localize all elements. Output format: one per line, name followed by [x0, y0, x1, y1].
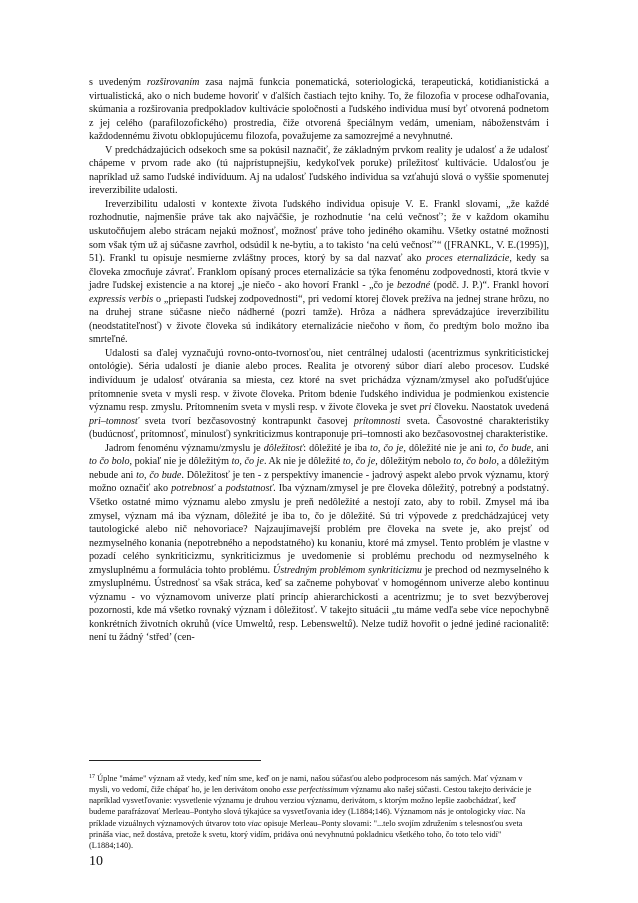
footnote-17 — [89, 772, 541, 851]
text-run: , resp. Lebenswelt — [273, 618, 348, 630]
italic-text: to, čo bolo — [453, 456, 497, 468]
italic-text: rozširovaním — [146, 77, 200, 88]
text-run: opisuje Merleau–Ponty slovami: "...telo svojím združením s telesnosťou sveta prináša viac, než dostáva, pretože k svetu, ktorý vidím, pridáva onú nevyhnutnú pokladnicu všetkého toho, čo toto telo vidí" (L1884;140). — [89, 818, 523, 850]
footnote-number: 17 — [89, 774, 95, 780]
text-run: : dôležité je iba — [303, 442, 371, 454]
text-run: V predchádzajúcich odsekoch sme sa pokúsil naznačiť, že základným prvkom reality je udalosť a že udalosť chápeme v prvom rade ako (tú najprístupnejšiu, kedykoľvek poruke) príležitosť kultivácie. Udalosťou je napríklad už samo ľudské indivíduum. Aj na udalosť ľudského individua sa vzťahujú slová o vyššie spomenutej ireverzibilite udalosti. — [89, 144, 549, 197]
italic-text: to, čo je — [231, 456, 264, 468]
text-run: sveta. Časovostné charakteristiky (budúcnosť, prítomnosť, minulosť) synkriticizmus kontraponuje pri–tomnosti ako bezčasovostnej charakteristike. — [89, 415, 549, 441]
italic-text: to, čo je — [370, 442, 404, 454]
italic-text: pri–tomnosť — [89, 415, 139, 427]
italic-text: bezodné — [397, 280, 431, 292]
paragraph-2 — [89, 198, 549, 347]
text-run: je prechod od nezmyselného k zmysluplnému. Ústrednosť sa však stráca, keď sa začneme pohybovať v homogénnom univerze alebo kontinuu významu - vo významovom univerze platí princíp ahierarchickosti a acentrizmu; je to svet bezvýberovej pozornosti, kde má všetko rovnaký význam i dôležitosť. V takejto situácii „tu máme vedľa sebe více nepochybně konkrétních životních okruhů (více Umwelt — [89, 564, 549, 630]
italic-text: ů — [267, 618, 274, 630]
italic-text: expressis verbis — [89, 293, 154, 305]
italic-text: to čo bolo — [89, 456, 130, 468]
footnote-text — [89, 774, 531, 850]
text-run: . Na príklade vizuálnych významových útvarov toto — [89, 807, 526, 828]
text-run: . Dôležitosť je ten - z perspektívy imanencie - jadrový aspekt alebo prvok významu, ktorý možno označiť ako — [89, 469, 549, 495]
text-run: s uvedeným — [89, 77, 147, 88]
italic-text: to, čo bude — [136, 469, 182, 481]
text-run: človeku. Naostatok uvedená — [431, 402, 549, 414]
italic-text: dôležitosť — [263, 442, 304, 454]
text-run: , dôležitým nebolo — [375, 456, 454, 468]
text-run: (podč. J. P.)“. Frankl hovorí — [430, 280, 549, 292]
text-run: sveta tvorí bezčasovostný kontrapunkt časovej — [138, 415, 354, 427]
text-run: zasa najmä funkcia ponematická, soteriologická, terapeutická, kotidianistická a virtualistická, ako o nich budeme hovoriť v ďalších častiach tejto knihy. To, že filozofia v procese odhaľovania, skúmania a rozširovania predpokladov kultivácie spoločnosti a ľudského individua musí byť otvorená podnetom z jej celého (parafilozofického) prostredia, čiže otvorená špeciálnym vedám, umeniam, náboženstvám i každodennému životu obklopujúcemu filozofa, považujeme za samozrejmé a nevyhnutné. — [89, 77, 549, 143]
paragraph-4 — [89, 442, 549, 645]
italic-text: to, čo bude — [485, 442, 532, 454]
text-run: Ireverzibilitu udalosti v kontexte života ľudského individua opisuje V. E. Frankl slovami, „že každé rozhodnutie, najmenšie práve tak ako najväčšie, je rozhodnutie ‘na celú večnosť’; že v každom okamihu uskutočňujem alebo strácam nejakú možnosť, možnosť práve toho jediného okamihu. Všetky ostatné možnosti som však tým už aj súčasne zavrhol, odsúdil k ne-bytiu, a to takisto ‘na celú večnosť’“ ([FRANKL, V. E.(1995)], 51). Frankl tu opisuje nesmierne zvláštny proces, ktorý by sa dal nazvať ako — [89, 198, 549, 265]
text-run: Udalosti sa ďalej vyznačujú rovno-onto-tvornosťou, niet centrálnej udalosti (acentrizmus synkriticistickej ontológie). Séria udalostí je dianie alebo proces. Realita je otvorený súbor diarí alebo procesov. Ľudské indivíduum je udalosť otvárania sa miesta, cez ktoré na svet prichádza význam/zmysel ako poľudšťujúce prítomnenie sveta v mysli resp. v živote človeka. Pritom bdenie ľudského individua je podmienkou existencie významu resp. zmyslu. Prítomnením sveta v mysli resp. v živote človeka je svet — [89, 347, 549, 414]
text-run: Úplne "máme" význam až vtedy, keď ním sme, keď on je nami, našou súčasťou alebo podprocesom nás samých. Mať význam v mysli, vo vedomí, čiže chápať ho, je len derivátom onoho — [89, 774, 523, 795]
text-run: . Ak nie je dôležité — [263, 456, 343, 468]
italic-text: potrebnosť — [171, 483, 215, 495]
italic-text: esse perfectissimum — [282, 785, 349, 795]
text-run: . Iba význam/zmysel je pre človeka dôležitý, potrebný a podstatný. Všetko ostatné mimo významu alebo zmyslu je preň nedôležité a nestojí zato, aby to robil. Zmysel má iba zmysel, význam má iba význam, dôležité je iba to, čo je dôležité. Sú tri výpovede z predchádzajúcej vety tautologické alebo nič nehovoriace? Najzaujímavejší problém pre človeka na svete je, ako prejsť od nezmyselného konania (nepotrebného a nepodstatného) ku konaniu, ktoré má zmysel. Tento problém je vlastne v pozadí celého synkriticizmu, synkriticizmus je uvedomenie si problému prechodu od nezmyselného k zmysluplnému a formulácia tohto problému. — [89, 483, 549, 576]
paragraph-3 — [89, 347, 549, 442]
footnote-separator — [89, 760, 261, 761]
text-run: , ani — [531, 442, 549, 454]
italic-text: viac — [497, 807, 512, 817]
text-run: ). Nelze tudíž hovořit o jedné jediné racionalitě: není tu žádný ‘střed’ (cen- — [89, 618, 550, 644]
text-run: kedy sa človeka zmocňuje závrať. Franklom opísaný proces eternalizácie sa týka fenoménu zodpovednosti, ktorá tkvie v jadre ľudskej existencie a na ktorej „je niečo - ako hovorí Frankl - „čo je — [89, 253, 549, 292]
text-run: , pokiaľ nie je dôležitým — [129, 456, 232, 468]
text-run: o „priepasti ľudskej zodpovednosti“, pri vedomí ktorej človek prežíva na jednej strane hrôzu, no na druhej strane súčasne niečo nádherné (pozri tamže). Hrôza a nádhera sprevádzajúce ireverzibilitu (neodstatiteľnosť) v živote človeka sú indikátory eternalizácie niečoho v ňom, čo predtým bolo možno iba smrteľné. — [89, 293, 549, 346]
italic-text: pri — [419, 402, 432, 414]
text-run: Jadrom fenoménu významu/zmyslu je — [105, 442, 264, 454]
italic-text: Ústredným problémom synkriticizmu — [272, 564, 422, 576]
italic-text: viac — [247, 818, 262, 828]
text-run: , a dôležitým nebude ani — [89, 456, 550, 481]
italic-text: ů — [347, 618, 353, 630]
text-run: , dôležité nie je ani — [403, 442, 486, 454]
paragraph-1 — [89, 144, 549, 198]
italic-text: podstatnosť — [225, 483, 274, 495]
body-text — [89, 76, 549, 645]
text-run: a — [214, 483, 226, 495]
page-number: 10 — [89, 854, 103, 869]
text-run: významu ako našej súčasti. Cestou takejto derivácie je napríklad vysvetľovanie: vysvetlenie významu je druhou verziou významu, derivátom, s ktorým možno lepšie zaobchádzať, keď budeme parafrázovať Merleau–Pontyho slová týkajúce sa vysvetľovania idey (L1884;146). Významom nás je ontologicky — [89, 785, 532, 817]
italic-text: proces eternalizácie, — [426, 253, 512, 265]
paragraph-0 — [89, 76, 549, 144]
italic-text: prítomnosti — [353, 415, 401, 427]
italic-text: to, čo je — [342, 456, 376, 468]
